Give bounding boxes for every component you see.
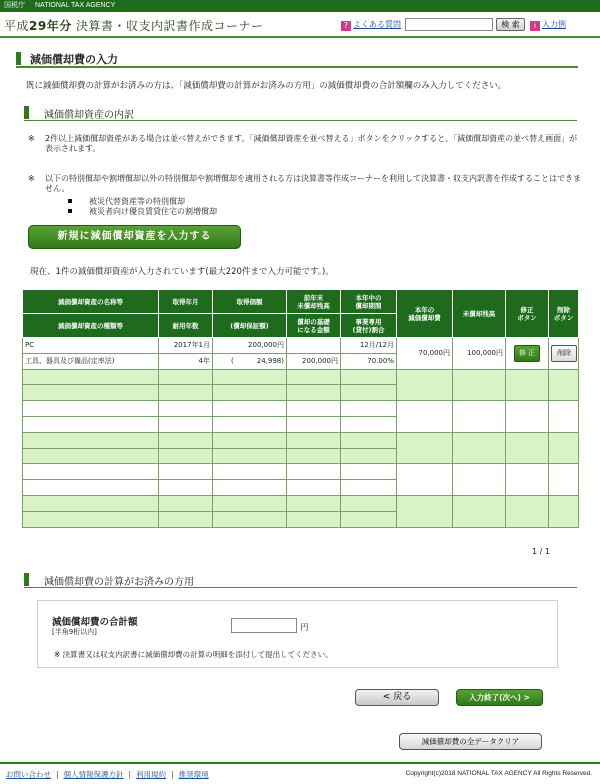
finish-next-button[interactable]: 入力終了(次へ) > bbox=[456, 689, 543, 706]
sort-note-text: 2件以上減価償却資産がある場合は並べ替えができます。「減価償却資産を並べ替える」ボタンをクリックすると、「減価償却資産の並べ替え画面」が表示されます。 bbox=[45, 134, 578, 153]
search-input[interactable] bbox=[405, 18, 493, 31]
cell-depreciation: 70,000円 bbox=[397, 338, 453, 370]
assets-heading-text: 減価償却資産の内訳 bbox=[44, 110, 134, 121]
example-label[interactable]: 入力例 bbox=[542, 20, 566, 29]
col-header-period: 本年中の 償却期間 bbox=[341, 290, 397, 314]
footer bbox=[0, 762, 600, 784]
cell-basis: 200,000円 bbox=[287, 353, 341, 369]
separator: | bbox=[128, 770, 132, 779]
bullet-item bbox=[68, 206, 217, 217]
separator: | bbox=[56, 770, 59, 779]
col-header-acquired: 取得年月 bbox=[159, 290, 213, 314]
cell-name: PC bbox=[23, 338, 159, 354]
cell-kind: 工具、器具及び備品(定率法) bbox=[23, 353, 159, 369]
faq-label[interactable]: よくある質問 bbox=[353, 20, 401, 29]
table-row-empty bbox=[23, 495, 579, 511]
col-header-basis: 償却の基礎 になる金額 bbox=[287, 314, 341, 338]
total-depreciation-input[interactable] bbox=[231, 618, 297, 633]
col-header-life: 耐用年数 bbox=[159, 314, 213, 338]
agency-name-ja: 国税庁 bbox=[4, 2, 25, 9]
bullet-icon bbox=[68, 209, 72, 213]
bullet-text: 被災代替資産等の特別償却 bbox=[89, 197, 185, 206]
edit-button[interactable]: 修 正 bbox=[514, 345, 540, 362]
col-header-edit: 修正 ボタン bbox=[506, 290, 549, 338]
cell-period: 12月/12月 bbox=[341, 338, 397, 354]
cell-delete bbox=[549, 338, 579, 370]
input-example-link[interactable] bbox=[530, 19, 566, 31]
col-header-delete: 削除 ボタン bbox=[549, 290, 579, 338]
cell-life: 4年 bbox=[159, 353, 213, 369]
yen-unit: 円 bbox=[300, 623, 309, 633]
faq-link[interactable] bbox=[341, 19, 401, 31]
guarantee-paren: ( bbox=[231, 357, 234, 366]
asset-count-text: 現在、1件の減価償却資産が入力されています(最大220件まで入力可能です。)。 bbox=[30, 267, 334, 277]
page-title: 減価償却費の入力 bbox=[30, 53, 118, 66]
bullet-text: 被災者向け優良賃貸住宅の割増償却 bbox=[89, 207, 217, 216]
separator: | bbox=[171, 770, 174, 779]
title-prefix: 平成 bbox=[4, 19, 30, 33]
assets-table bbox=[22, 289, 579, 528]
section-marker bbox=[24, 573, 29, 586]
footer-link-terms[interactable]: 利用規約 bbox=[136, 770, 167, 779]
total-sublabel: [半角9桁以内] bbox=[52, 628, 97, 636]
search-button[interactable]: 検 索 bbox=[496, 18, 525, 31]
copyright: Copyright(c)2018 NATIONAL TAX AGENCY All Rights Reserved. bbox=[405, 770, 592, 777]
col-header-guarantee: (償却保証額) bbox=[213, 314, 287, 338]
calc-note: ※ 決算書又は収支内訳書に減価償却費の計算の明細を添付して提出してください。 bbox=[54, 650, 333, 659]
table-row-empty bbox=[23, 401, 579, 417]
calc-section-heading bbox=[24, 572, 577, 588]
back-button[interactable]: < 戻る bbox=[355, 689, 439, 706]
cell-acquired: 2017年1月 bbox=[159, 338, 213, 354]
col-header-depreciation: 本年の 減価償却費 bbox=[397, 290, 453, 338]
note-mark: ※ bbox=[28, 174, 35, 183]
table-row-empty bbox=[23, 369, 579, 385]
example-icon: i bbox=[530, 21, 540, 31]
col-header-business-ratio: 事業専用 (貸付)割合 bbox=[341, 314, 397, 338]
bullet-icon bbox=[68, 199, 72, 203]
calc-box bbox=[37, 600, 558, 668]
special-note-text: 以下の特別償却や割増償却以外の特別償却や割増償却を適用される方は決算書等作成コーナーを利用して決算書・収支内訳書を作成することはできません。 bbox=[45, 174, 581, 193]
cell-edit bbox=[506, 338, 549, 370]
cell-business-ratio: 70.00% bbox=[341, 353, 397, 369]
footer-links bbox=[6, 769, 209, 780]
page-title-block bbox=[16, 50, 578, 68]
pager: 1 / 1 bbox=[532, 547, 550, 556]
footer-link-privacy[interactable]: 個人情報保護方針 bbox=[63, 770, 124, 779]
calc-heading-text: 減価償却費の計算がお済みの方用 bbox=[44, 577, 194, 588]
footer-link-environment[interactable]: 推奨環境 bbox=[178, 770, 209, 779]
section-marker bbox=[24, 106, 29, 119]
delete-button[interactable]: 削除 bbox=[551, 345, 577, 362]
app-title bbox=[4, 17, 264, 34]
intro-text: 既に減価償却費の計算がお済みの方は、「減価償却費の計算がお済みの方用」の減価償却費の合計額欄のみ入力してください。 bbox=[26, 81, 507, 91]
agency-name-en: NATIONAL TAX AGENCY bbox=[35, 2, 116, 9]
agency-bar bbox=[0, 0, 600, 12]
table-row-empty bbox=[23, 432, 579, 448]
title-marker bbox=[16, 52, 21, 65]
table-row bbox=[23, 338, 579, 354]
question-icon: ? bbox=[341, 21, 351, 31]
col-header-undepreciated: 未償却残高 bbox=[453, 290, 506, 338]
cell-cost: 200,000円 bbox=[213, 338, 287, 354]
cell-undepreciated: 100,000円 bbox=[453, 338, 506, 370]
col-header-prior-balance: 前年末 未償却残高 bbox=[287, 290, 341, 314]
table-row-empty bbox=[23, 464, 579, 480]
total-label: 減価償却費の合計額 bbox=[52, 617, 138, 628]
add-asset-button[interactable]: 新規に減価償却資産を入力する bbox=[28, 225, 241, 249]
note-mark: ※ bbox=[28, 134, 35, 143]
title-year: 29年分 bbox=[29, 19, 72, 33]
assets-section-heading bbox=[24, 105, 577, 121]
title-rest: 決算書・収支内訳書作成コーナー bbox=[76, 19, 264, 33]
col-header-name: 減価償却資産の名称等 bbox=[23, 290, 159, 314]
cell-prior-balance bbox=[287, 338, 341, 354]
footer-link-contact[interactable]: お問い合わせ bbox=[6, 770, 51, 779]
cell-guarantee bbox=[213, 353, 287, 369]
col-header-cost: 取得価額 bbox=[213, 290, 287, 314]
header bbox=[0, 12, 600, 38]
guarantee-value: 24,998) bbox=[256, 357, 284, 366]
col-header-kind: 減価償却資産の種類等 bbox=[23, 314, 159, 338]
clear-all-button[interactable]: 減価償却費の全データクリア bbox=[399, 733, 542, 750]
